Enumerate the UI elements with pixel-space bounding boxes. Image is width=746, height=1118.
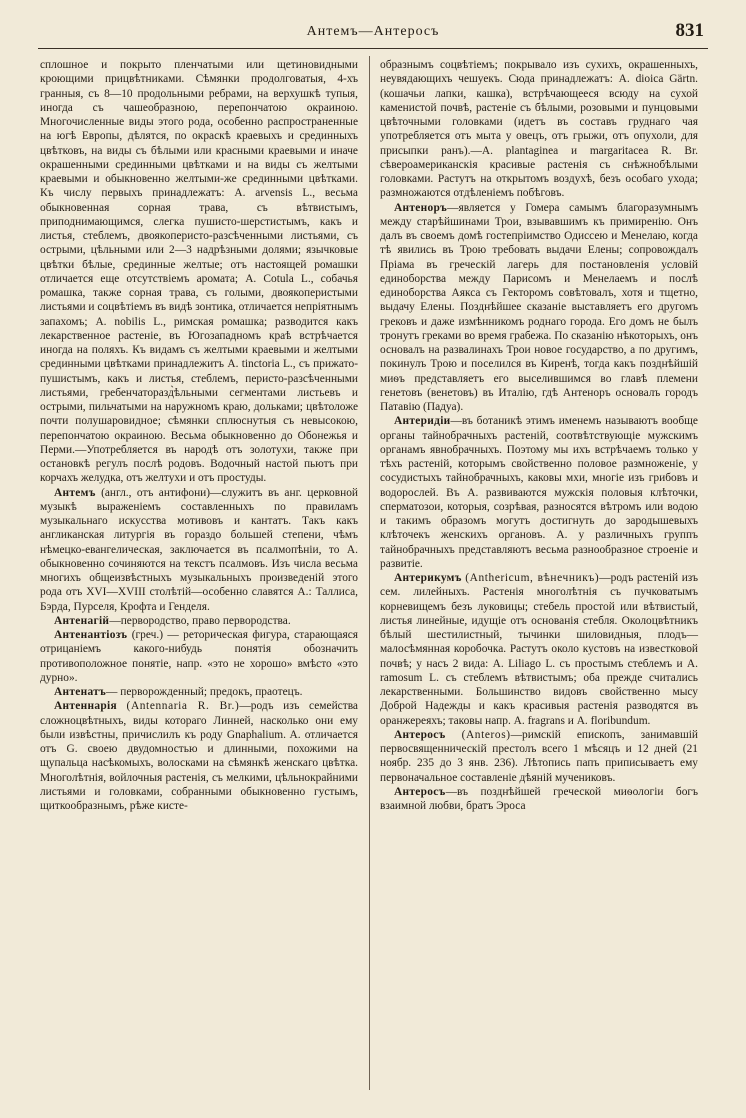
entry-text: —римскій епископъ, занимавшій первосвященническій престолъ всего 1 мѣсяцъ и 12 дней (21 ноябр. 235 до 3 янв. 236). Лѣтопись папъ приписываетъ ему первоначальное составленіе дѣяній мучениковъ. <box>380 728 698 784</box>
headword: Антеросъ <box>394 785 446 798</box>
entry-text: —въ позднѣйшей греческой миѳологіи богъ взаимной любви, братъ Эроса <box>380 785 698 812</box>
headword: Антенагій <box>54 614 110 627</box>
entry-text: —является у Гомера самымъ благоразумнымъ между старѣйшинами Трои, взывавшимъ къ примиренію. Онъ далъ въ своемъ домѣ гостепріимство Одиссею и Менелаю, когда тѣ явились въ Трою требовать выдачи Елены; сопровождалъ Пріама въ греческій лагерь для постановленія условій единоборства между Парисомъ и Менелаемъ и послѣ единоборства Аякса съ Гекторомъ совѣтовалъ, хотя и тщетно, выдачу Елены. Позднѣйшее сказаніе выставляетъ его другомъ грековъ и даже измѣнникомъ роднаго города. Его домъ не былъ тронутъ греками во время грабежа. По сказанію нѣкоторыхъ, онъ основалъ на развалинахъ Трои новое государство, а по другимъ, покинулъ Трою и поселился въ Киренѣ, тогда какъ позднѣйшій миѳъ представляетъ его выселившимся во главѣ племени генетовъ (венетовъ) въ Италію, гдѣ Антеноръ основалъ городъ Патавію (Падуа). <box>380 201 698 413</box>
page-number: 831 <box>675 20 704 41</box>
latin-name: (Anthericum, вѣнечникъ) <box>465 572 600 584</box>
entry-text: —родъ изъ семейства сложноцвѣтныхъ, виды котораго Линней, насколько они ему были извѣстны, причислилъ къ роду Gnaphalium. A. отличается отъ G. своею двудомностью и длинными, похожими на щупальца насѣкомыхъ, волосками на сѣмянкѣ женскаго цвѣтка. Многолѣтнія, войлочныя растенія, съ мелкими, цѣльнокрайними листьями и головками, собранными обыкновенно густымъ, щиткообразнымъ, рѣже кисте- <box>40 700 358 812</box>
headword: Антенантіозъ <box>54 629 128 641</box>
entry-anterikum <box>380 571 698 728</box>
entry-antennaria <box>40 699 358 813</box>
headword: Антеросъ <box>394 728 446 741</box>
headword: Антеноръ <box>394 201 448 214</box>
headword: Антемъ <box>54 486 96 499</box>
entry-text: образнымъ соцвѣтіемъ; покрывало изъ сухихъ, окрашенныхъ, неувядающихъ чешуекъ. Сюда принадлежатъ: A. dioica Gärtn. (кошачьи лапки, кашка), встрѣчающееся всюду на сухой каменистой почвѣ, растеніе съ бѣлыми, розовыми и пунцовыми цвѣточными головками (идетъ въ составъ груднаго чая употребляется отъ мыта у овецъ, отъ грыжи, отъ опухоли, для присыпки ранъ).—A. plantaginea и margaritacea R. Br. сѣвероамериканскія красивые растенія съ снѣжнобѣлыми головками. Растутъ на открытомъ воздухѣ, безъ особаго ухода; размножаются отдѣленіемъ побѣговъ. <box>380 59 698 200</box>
headword: Антенатъ <box>54 686 107 698</box>
entry-anteros-myth <box>380 785 698 814</box>
left-column <box>40 58 358 813</box>
entry-text: (англ., отъ антифони)—служитъ въ анг. церковной музыкѣ выраженіемъ составленныхъ по правиламъ музыкальнаго искусства мотивовъ и кантатъ. Такъ какъ англиканская литургія въ гораздо большей степени, чѣмъ нѣмецко-евангелическая, заключается въ псалмопѣніи, то A. обыкновенно сочиняются на текстъ псалмовъ. Изъ числа весьма многихъ общеизвѣстныхъ музыкальныхъ произведеній этого рода отъ XVI—XVIII столѣтій—особенно славятся A.: Таллиса, Бэрда, Пурселя, Крофта и Генделя. <box>40 486 358 613</box>
headword: Антеннарія <box>54 700 117 713</box>
entry-antenat <box>40 685 358 699</box>
entry-text: (греч.) — реторическая фигура, старающаяся отрицаніемъ какого-нибудь понятія обозначить противоположное понятіе, напр. «это не хорошо» вмѣсто «это дурно». <box>40 629 358 684</box>
running-head <box>42 20 704 44</box>
headword: Антеридіи <box>394 415 451 428</box>
entry-antem <box>40 486 358 614</box>
entry-text: сплошное и покрыто пленчатыми или щетиновидными кроющими прицвѣтниками. Сѣмянки продолговатыя, 4-хъ гранныя, съ 8—10 продольными ребрами, на верхушкѣ тупыя, иногда съ чашеобразною, перепончатою окраиною. Многочисленные виды этого рода, особенно распространенные на югѣ Европы, дѣлятся, по окраскѣ краевыхъ и срединныхъ цвѣтковъ, на виды съ бѣлыми или красными краевыми и иначе окрашенными срединными цвѣтками и на виды съ желтыми краевыми и обыкновенно желтыми-же срединными цвѣтками. Къ числу первыхъ принадлежатъ: A. arvensis L., весьма обыкновенная сорная трава, съ вѣтвистымъ, приподнимающимся, слегка пушисто-шерстистымъ, какъ и листья, стеблемъ, двоякоперисто-разсѣченными листьями, съ острыми, цѣльными или 2—3 надрѣзными долями; язычковые цвѣтки бѣлые, срединные желтые; отъ настоящей ромашки отличается еще отсутствіемъ аромата; A. Cotula L., собачья ромашка, также сорная трава, съ голыми, двоякоперистыми листьями и соцвѣтіемъ въ видѣ зонтика, отличается непріятнымъ запахомъ; A. nobilis L., римская ромашка; разводится какъ лекарственное растеніе, въ Югозападномъ краѣ встрѣчается иногда на поляхъ. Къ видамъ съ желтыми краевыми и желтыми срединными цвѣтками принадлежитъ A. tinctoria L., съ прижато-пушистымъ, какъ и листья, стеблемъ, перисто-разсѣченными листьями, гребенчаторазд̀ѣльными сегментами листьевъ и острыми, пильчатыми на наружномъ краю, дольками; цвѣтоложе почти полушаровидное; сѣмянки сплюснутыя съ невысокою, перепончатою окраиною. Весьма обыкновенно до Обонежья и Перми.—Употребляется въ народѣ отъ золотухи, также при остановкѣ регулъ послѣ родовъ. Водочный настой пьютъ при корчахъ желудка, отъ желтухи и отъ простуды. <box>40 59 358 485</box>
right-column <box>380 58 698 813</box>
entry-text: —въ ботаникѣ этимъ именемъ называютъ вообще органы тайнобрачныхъ растеній, соотвѣтствующіе мужскимъ органамъ явнобрачныхъ. Поэтому мы ихъ встрѣчаемъ только у тѣхъ растеній, которымъ свойственно половое размноженіе, у сосудистыхъ тайнобрачныхъ, каковы мхи, многіе изъ грибовъ и водорослей. Въ A. развиваются мужскія половыя клѣточки, сперматозои, которыя, созрѣвая, разносятся вѣтромъ или водою и такимъ образомъ могутъ достигнуть до зародышевыхъ клѣточекъ женскихъ органовъ. A. у различныхъ группъ тайнобрачныхъ представляютъ весьма разнообразное строеніе и развитіе. <box>380 415 698 570</box>
column-divider <box>369 56 370 1090</box>
entry-antenor <box>380 201 698 415</box>
entry-text: —родъ растеній изъ сем. лилейныхъ. Растенія многолѣтнія съ пучковатымъ корневищемъ безъ луковицы; стебель простой или вѣтвистый, листья линейные, идущіе отъ основанія стебля. Околоцвѣтникъ бѣлый шестилистный, тычинки шиловидныя, плодъ—малосѣмянная коробочка. Растутъ около кустовъ на известковой почвѣ; у насъ 2 вида: A. Liliago L. съ простымъ стеблемъ и A. ramosum L. съ стеблемъ вѣтвистымъ; оба прежде считались лекарственными. Большинство видовъ свойственно мысу Доброй Надежды и какъ красивыя растенія разводятся въ оранжереяхъ; таковы напр. A. fragrans и A. floribundum. <box>380 572 698 727</box>
entry-antenagiy <box>40 614 358 628</box>
entry-anteridii <box>380 414 698 571</box>
latin-name: (Anteros) <box>461 728 511 741</box>
entry-continuation <box>380 58 698 201</box>
entry-continuation <box>40 58 358 486</box>
entry-anteros-bishop <box>380 728 698 785</box>
entry-text: —первородство, право первородства. <box>109 614 291 627</box>
entry-antenantioz <box>40 628 358 685</box>
entry-text: — перворожденный; предокъ, праотецъ. <box>106 686 303 698</box>
running-title: Антемъ—Антеросъ <box>306 24 440 39</box>
header-rule <box>38 48 708 49</box>
headword: Антерикумъ <box>394 572 462 584</box>
latin-name: (Antennaria R. Br.) <box>126 700 240 713</box>
